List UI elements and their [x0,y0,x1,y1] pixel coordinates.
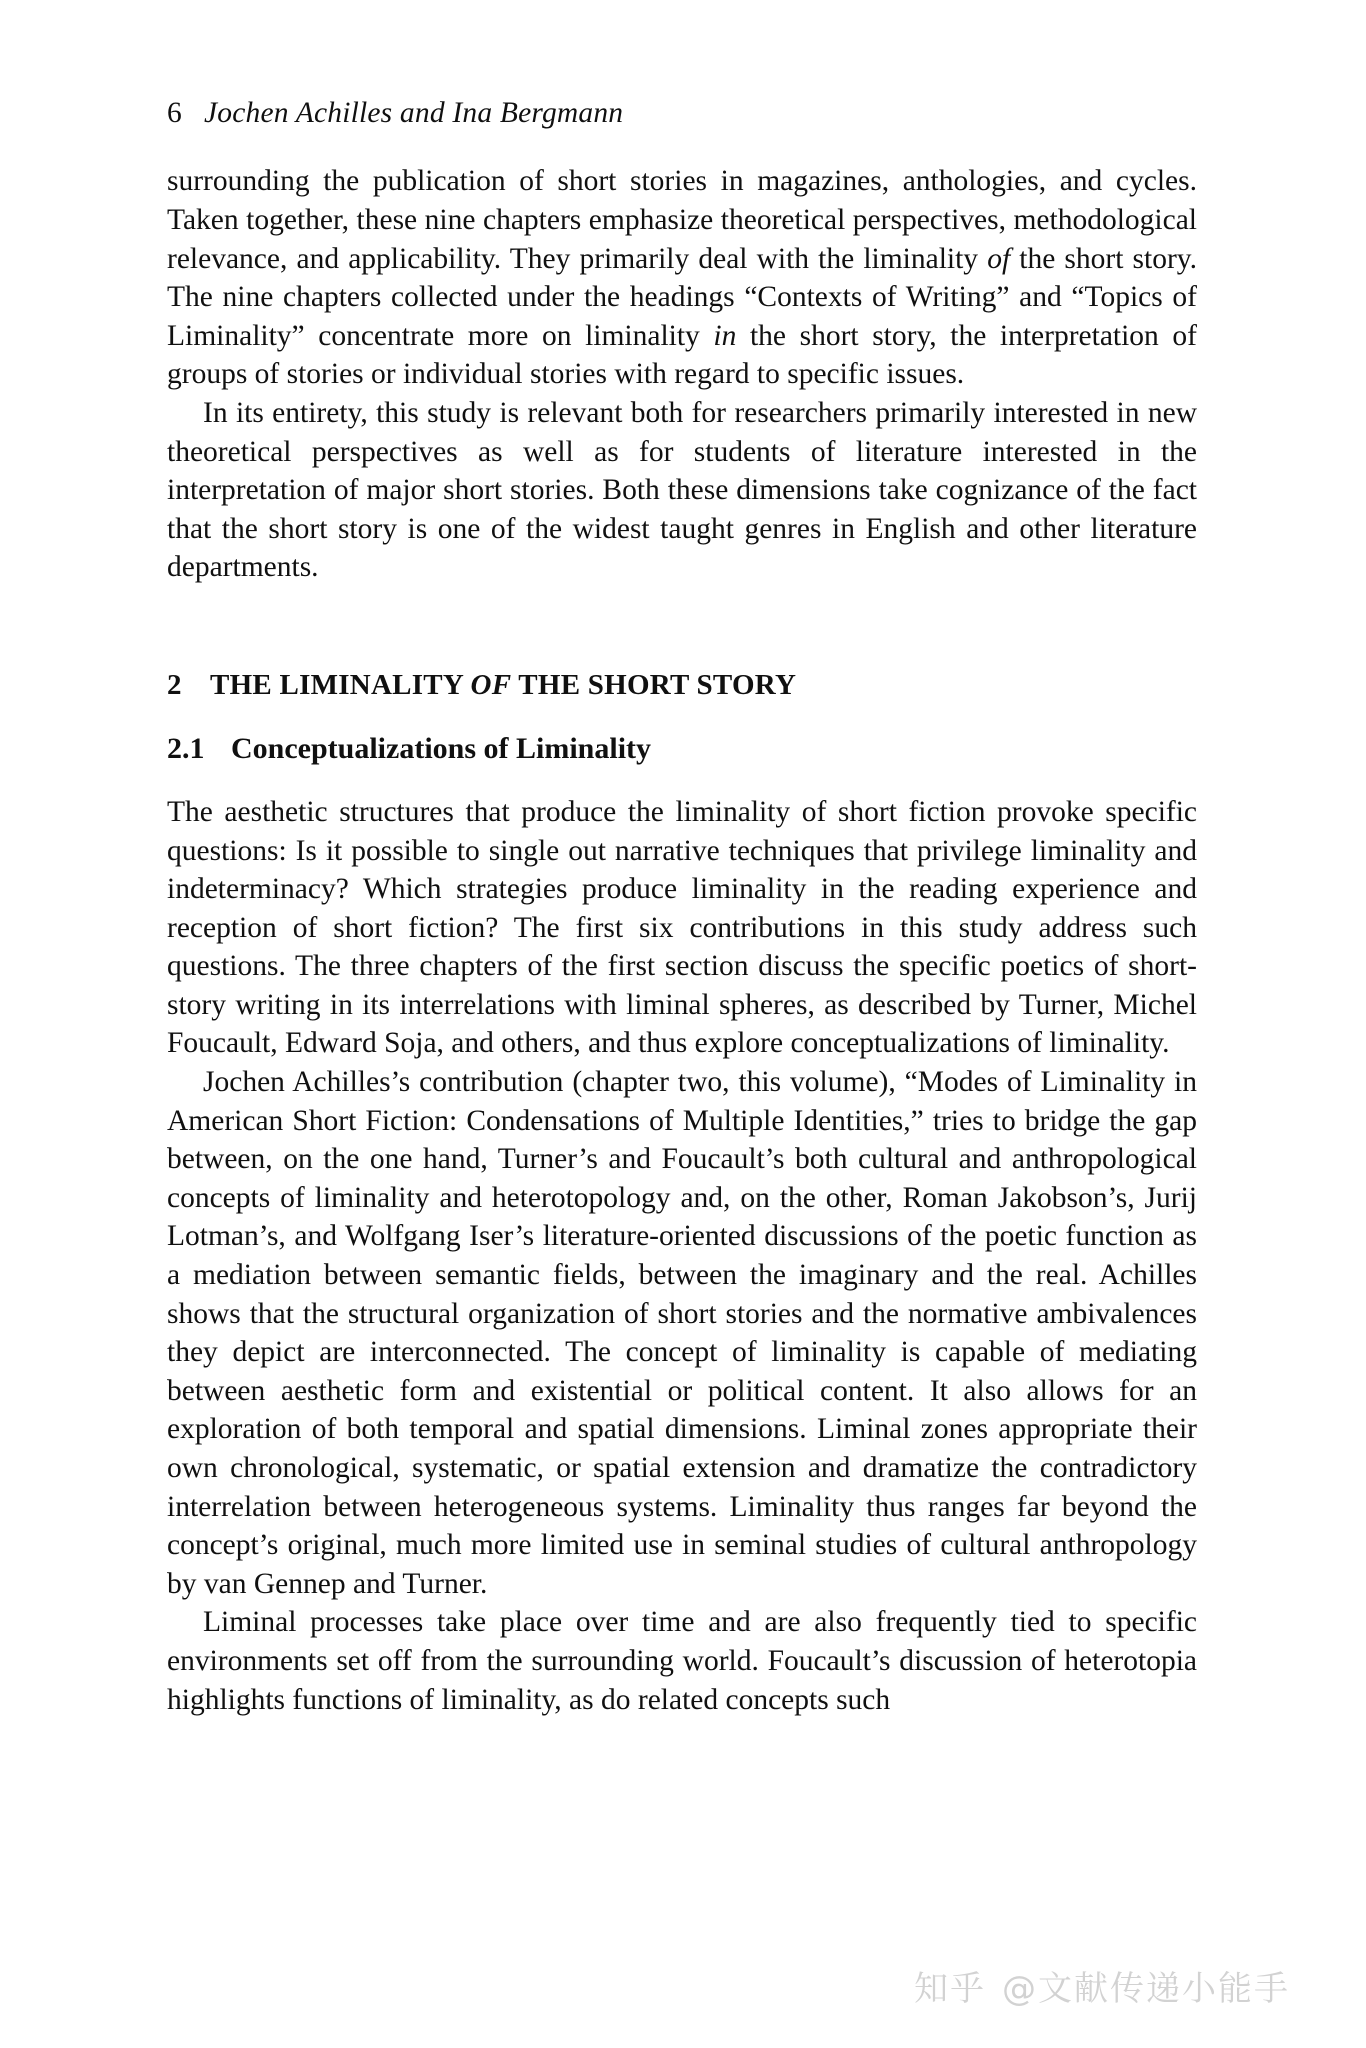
subsection-heading-title: Conceptualizations of Liminality [231,731,652,765]
section-heading-2 [167,669,1197,702]
subsection-spacer-bottom [167,766,1197,793]
watermark-brand: 知乎 [914,1969,986,2009]
watermark-handle: @文献传递小能手 [1002,1969,1290,2009]
paragraph-1-emphasis-in: in [713,319,737,352]
body-paragraph-3: The aesthetic structures that produce the liminality of short fiction provoke specific questions: Is it possible to single out narrative techniques that privilege liminality and indeterminacy? Which strategies produce liminality in the reading experience and reception of short fiction? The first six contributions in this study address such questions. The three chapters of the first section discuss the specific poetics of short-story writing in its interrelations with liminal spheres, as described by Turner, Michel Foucault, Edward Soja, and others, and thus explore conceptualizations of liminality. [167,795,1197,1060]
section-heading-title-a: THE LIMINALITY [210,668,471,701]
page-folio-number: 6 [167,97,182,129]
page-content [167,96,1197,1719]
subsection-heading-number: 2.1 [167,731,205,765]
section-heading-title-b: THE SHORT STORY [511,668,797,701]
body-paragraph-1 [167,162,1197,394]
body-paragraph-2: In its entirety, this study is relevant both for researchers primarily interested in new theoretical perspectives as well as for students of literature interested in the interpretation of major short stories. Both these dimensions take cognizance of the fact that the short story is one of the widest taught genres in English and other literature departments. [167,396,1197,584]
section-spacer-top [167,587,1197,669]
zhihu-watermark [914,1961,1290,2010]
paragraph-1-text-a: surrounding the publication of short stories in magazines, anthologies, and cycles. Taken together, these nine chapters emphasize theoretical perspectives, methodological relevance, and applicability. They primarily deal with the liminality [167,165,1197,275]
paragraph-1-text-b: the short story. The nine chapters collected under the headings “Contexts of Writing” and “Topics of Liminality” concentrate more on liminality [167,242,1198,352]
running-head [167,96,1197,131]
body-paragraph-4: Jochen Achilles’s contribution (chapter two, this volume), “Modes of Liminality in American Short Fiction: Condensations of Multiple Identities,” tries to bridge the gap between, on the one hand, Turner’s and Foucault’s both cultural and anthropological concepts of liminality and heterotopology and, on the other, Roman Jakobson’s, Jurij Lotman’s, and Wolfgang Iser’s literature-oriented discussions of the poetic function as a mediation between semantic fields, between the imaginary and the real. Achilles shows that the structural organization of short stories and the normative ambivalences they depict are interconnected. The concept of liminality is capable of mediating between aesthetic form and existential or political content. It also allows for an exploration of both temporal and spatial dimensions. Liminal zones appropriate their own chronological, systematic, or spatial extension and dramatize the contradictory interrelation between heterogeneous systems. Liminality thus ranges far beyond the concept’s original, much more limited use in seminal studies of cultural anthropology by van Gennep and Turner. [167,1066,1197,1600]
section-heading-number: 2 [167,668,182,701]
section-heading-emphasis-of: OF [470,668,512,701]
paragraph-1-text-c: the short story, the interpretation of groups of stories or individual stories with regard to specific issues. [167,319,1197,391]
subsection-heading-2-1 [167,732,1197,766]
section-spacer-bottom [167,702,1197,732]
body-paragraph-5: Liminal processes take place over time and are also frequently tied to specific environments set off from the surrounding world. Foucault’s discussion of heterotopia highlights functions of liminality, as do related concepts such [167,1606,1197,1716]
running-head-title: Jochen Achilles and Ina Bergmann [203,97,624,129]
paragraph-1-emphasis-of: of [987,242,1011,275]
